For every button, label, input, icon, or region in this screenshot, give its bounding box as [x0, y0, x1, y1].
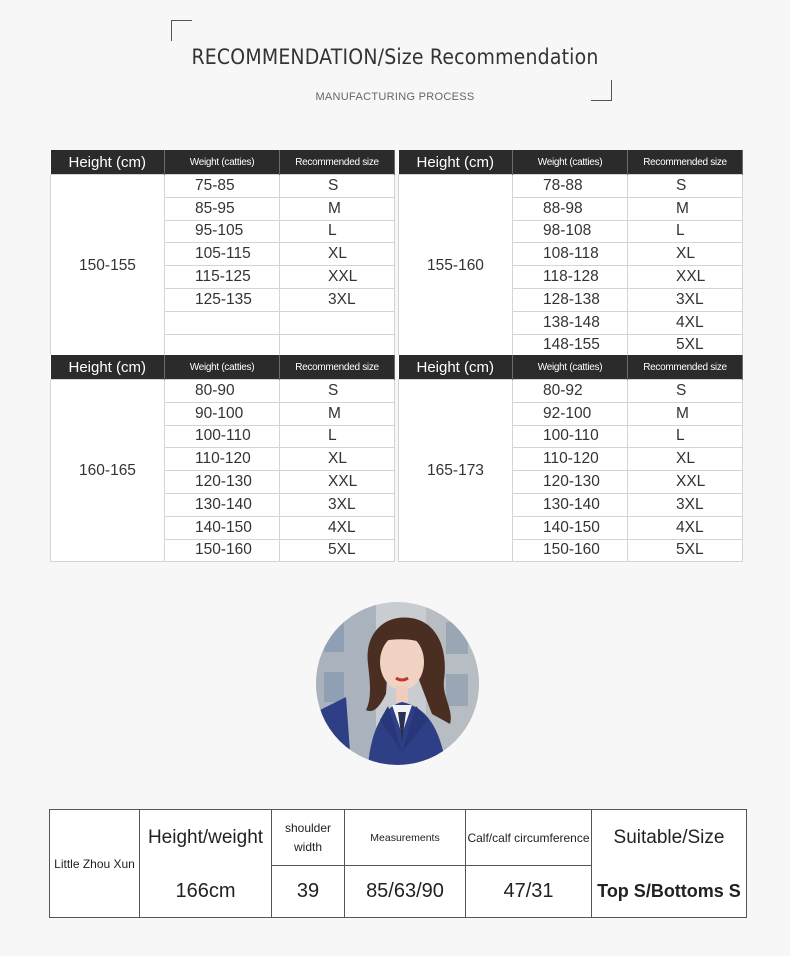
weight-cell: 105-115 [165, 243, 280, 266]
weight-cell: 140-150 [513, 516, 628, 539]
model-name: Little Zhou Xun [50, 810, 140, 918]
size-cell: XL [628, 243, 743, 266]
weight-cell: 92-100 [513, 402, 628, 425]
weight-cell: 88-98 [513, 197, 628, 220]
page-subtitle: MANUFACTURING PROCESS [315, 91, 475, 103]
weight-cell: 130-140 [165, 493, 280, 516]
table-row [399, 380, 743, 403]
size-cell: XXL [628, 266, 743, 289]
page-title: RECOMMENDATION/Size Recommendation [191, 45, 599, 69]
size-table-155-160 [398, 150, 743, 357]
weight-cell: 115-125 [165, 266, 280, 289]
weight-cell: 90-100 [165, 402, 280, 425]
calf-circumference-header: Calf/calf circumference [466, 810, 592, 866]
weight-cell: 108-118 [513, 243, 628, 266]
size-cell: XXL [280, 266, 395, 289]
model-measurements-table [49, 809, 747, 918]
weight-cell: 138-148 [513, 311, 628, 334]
size-table-header-row [399, 150, 743, 175]
measurements-value: 85/63/90 [345, 866, 466, 918]
weight-cell: 118-128 [513, 266, 628, 289]
height-column-header: Height (cm) [51, 355, 165, 380]
weight-cell: 140-150 [165, 516, 280, 539]
size-cell: 3XL [280, 493, 395, 516]
size-cell: XXL [280, 471, 395, 494]
weight-cell: 100-110 [165, 425, 280, 448]
weight-column-header: Weight (catties) [165, 355, 280, 380]
model-portrait-illustration [316, 602, 479, 765]
weight-cell: 80-92 [513, 380, 628, 403]
size-cell: L [280, 425, 395, 448]
height-column-header: Height (cm) [51, 150, 165, 175]
size-cell: 4XL [628, 516, 743, 539]
size-column-header: Recommended size [280, 150, 395, 175]
size-cell: S [628, 175, 743, 198]
table-row [399, 175, 743, 198]
weight-column-header: Weight (catties) [165, 150, 280, 175]
size-cell: L [280, 220, 395, 243]
height-range-cell: 160-165 [51, 380, 165, 562]
size-cell: M [628, 197, 743, 220]
weight-cell: 85-95 [165, 197, 280, 220]
weight-cell: 125-135 [165, 288, 280, 311]
height-range-cell: 155-160 [399, 175, 513, 357]
size-cell: XL [280, 243, 395, 266]
model-values-row [50, 866, 747, 918]
weight-cell: 130-140 [513, 493, 628, 516]
height-range-cell: 150-155 [51, 175, 165, 357]
size-table-header-row [51, 355, 395, 380]
size-cell: 3XL [628, 493, 743, 516]
shoulder-width-header: shoulder width [272, 810, 345, 866]
weight-cell: 148-155 [513, 334, 628, 357]
weight-cell [165, 311, 280, 334]
weight-cell: 110-120 [513, 448, 628, 471]
size-cell: S [628, 380, 743, 403]
size-cell: S [280, 175, 395, 198]
size-cell: 3XL [628, 288, 743, 311]
size-table-header-row [399, 355, 743, 380]
weight-column-header: Weight (catties) [513, 355, 628, 380]
size-cell: XL [280, 448, 395, 471]
calf-circumference-value: 47/31 [466, 866, 592, 918]
size-cell [280, 334, 395, 357]
weight-cell: 75-85 [165, 175, 280, 198]
height-range-cell: 165-173 [399, 380, 513, 562]
height-weight-header: Height/weight [140, 810, 272, 866]
height-weight-value: 166cm [140, 866, 272, 918]
size-table-150-155 [50, 150, 395, 357]
weight-cell: 110-120 [165, 448, 280, 471]
model-header-row [50, 810, 747, 866]
size-cell: 4XL [280, 516, 395, 539]
weight-cell: 98-108 [513, 220, 628, 243]
size-table-header-row [51, 150, 395, 175]
height-column-header: Height (cm) [399, 355, 513, 380]
size-cell: M [628, 402, 743, 425]
weight-column-header: Weight (catties) [513, 150, 628, 175]
size-cell: M [280, 402, 395, 425]
size-column-header: Recommended size [280, 355, 395, 380]
corner-decoration-bottom-right [591, 80, 612, 101]
weight-cell [165, 334, 280, 357]
size-cell: L [628, 425, 743, 448]
table-row [51, 380, 395, 403]
weight-cell: 95-105 [165, 220, 280, 243]
weight-cell: 78-88 [513, 175, 628, 198]
weight-cell: 100-110 [513, 425, 628, 448]
table-row [51, 175, 395, 198]
model-avatar [316, 602, 479, 765]
weight-cell: 120-130 [513, 471, 628, 494]
height-column-header: Height (cm) [399, 150, 513, 175]
size-cell: S [280, 380, 395, 403]
size-cell: M [280, 197, 395, 220]
shoulder-width-value: 39 [272, 866, 345, 918]
size-cell [280, 311, 395, 334]
suitable-size-value: Top S/Bottoms S [592, 866, 747, 918]
size-column-header: Recommended size [628, 355, 743, 380]
size-cell: 3XL [280, 288, 395, 311]
size-cell: 5XL [280, 539, 395, 562]
size-cell: 5XL [628, 334, 743, 357]
weight-cell: 80-90 [165, 380, 280, 403]
size-table-165-173 [398, 355, 743, 562]
suitable-size-header: Suitable/Size [592, 810, 747, 866]
size-column-header: Recommended size [628, 150, 743, 175]
measurements-header: Measurements [345, 810, 466, 866]
size-table-160-165 [50, 355, 395, 562]
weight-cell: 150-160 [513, 539, 628, 562]
size-cell: XXL [628, 471, 743, 494]
size-cell: L [628, 220, 743, 243]
size-cell: 4XL [628, 311, 743, 334]
weight-cell: 150-160 [165, 539, 280, 562]
weight-cell: 120-130 [165, 471, 280, 494]
corner-decoration-top-left [171, 20, 192, 41]
size-cell: XL [628, 448, 743, 471]
size-cell: 5XL [628, 539, 743, 562]
weight-cell: 128-138 [513, 288, 628, 311]
